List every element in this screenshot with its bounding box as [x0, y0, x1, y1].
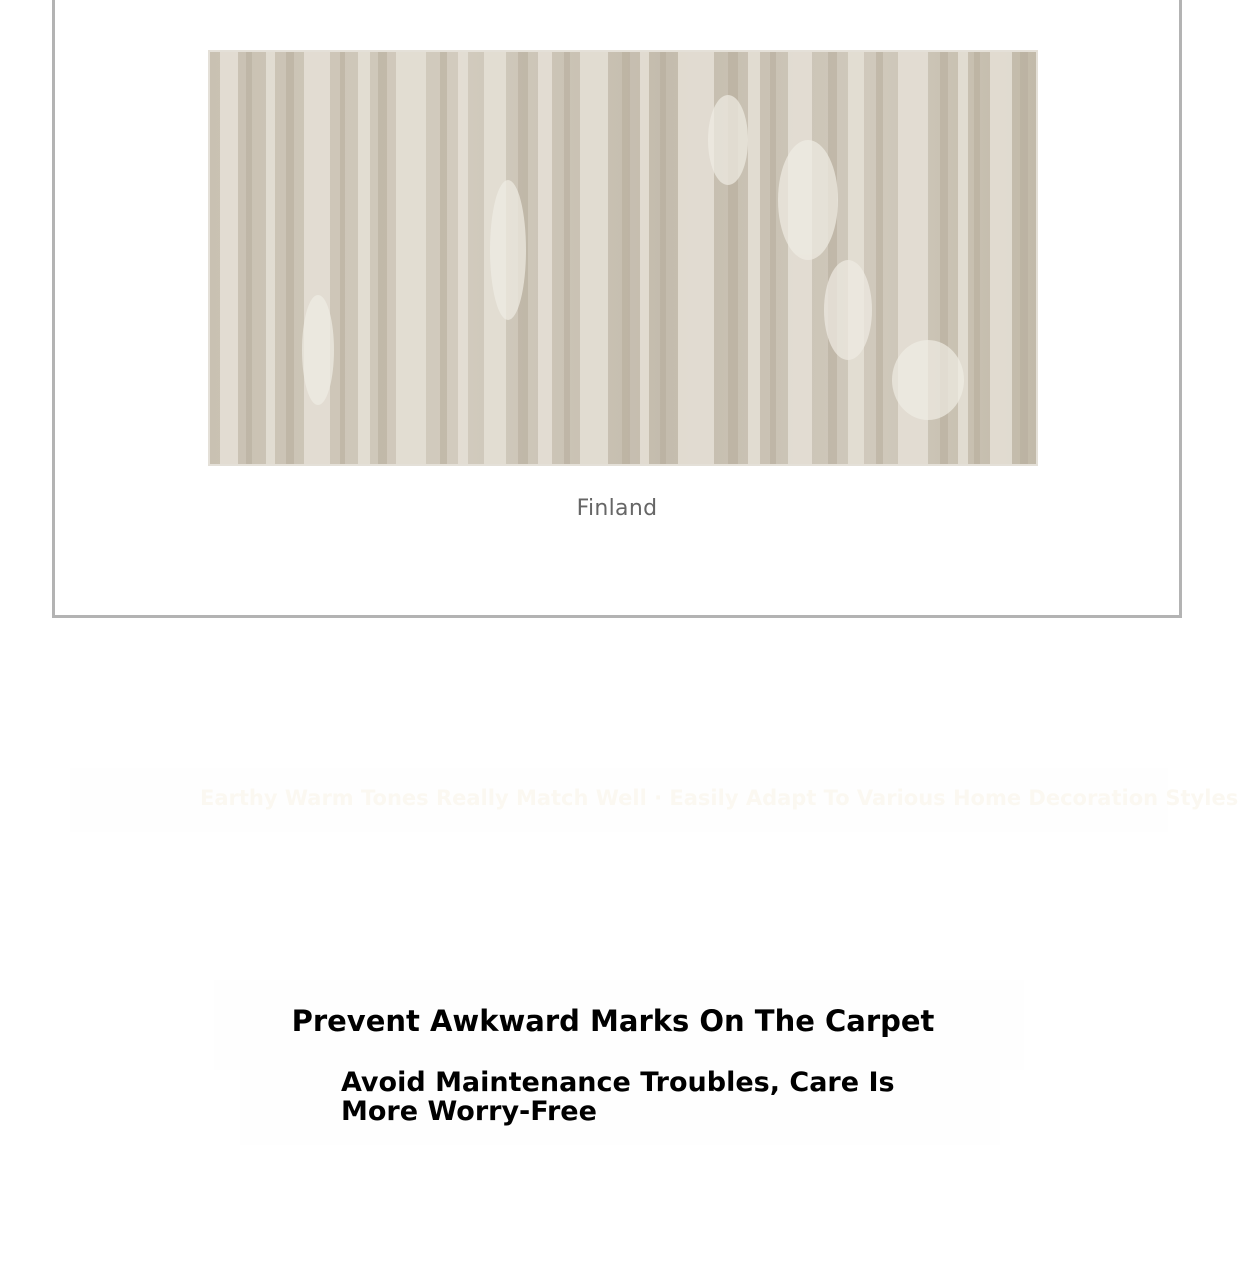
product-card [52, 0, 1182, 618]
tagline-banner [70, 768, 1239, 832]
feature-heading: Prevent Awkward Marks On The Carpet [291, 1004, 935, 1038]
feature-subheading: Avoid Maintenance Troubles, Care Is More Worry-Free [341, 1067, 895, 1127]
tagline-text: Earthy Warm Tones Really Match Well · Easily Adapt To Various Home Decoration Styles [200, 786, 1239, 810]
rug-image[interactable] [208, 50, 1038, 466]
product-name[interactable]: Finland [576, 496, 658, 521]
